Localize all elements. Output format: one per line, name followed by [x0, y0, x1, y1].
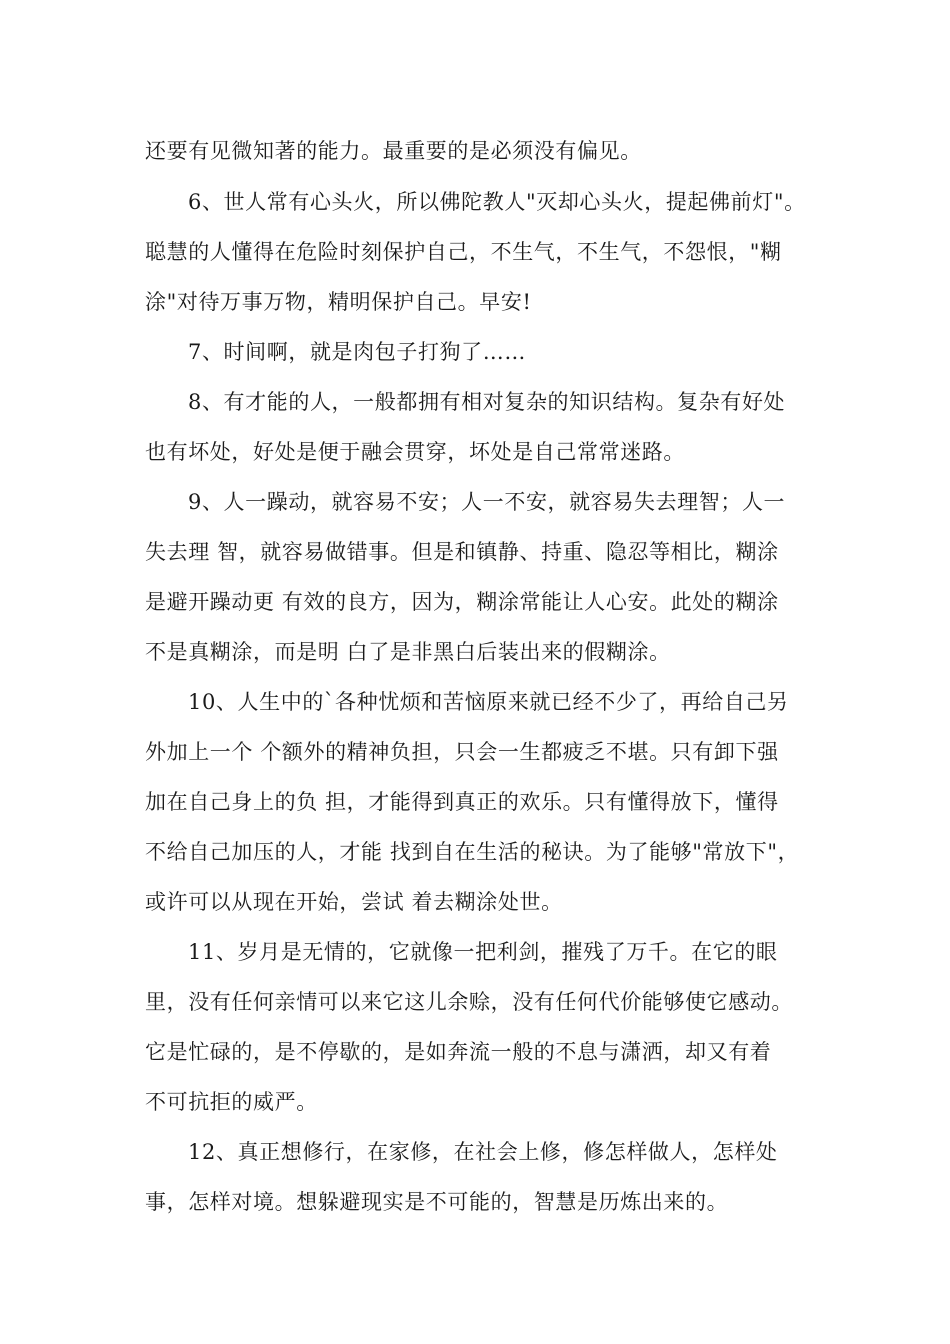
text-line: 也有坏处，好处是便于融会贯穿，坏处是自己常常迷路。 — [145, 440, 685, 464]
text-line: 不是真糊涂，而是明 白了是非黑白后装出来的假糊涂。 — [145, 640, 671, 664]
text-line: 里，没有任何亲情可以来它这儿余赊，没有任何代价能够使它感动。 — [145, 990, 793, 1014]
text-line: 不可抗拒的威严。 — [145, 1090, 318, 1114]
text-line: 8、有才能的人，一般都拥有相对复杂的知识结构。复杂有好处 — [188, 390, 786, 414]
text-line: 是避开躁动更 有效的良方，因为，糊涂常能让人心安。此处的糊涂 — [145, 590, 779, 614]
text-line: 涂"对待万事万物，精明保护自己。早安! — [145, 290, 532, 314]
text-line: 加在自己身上的负 担，才能得到真正的欢乐。只有懂得放下，懂得 — [145, 790, 779, 814]
text-line: 10、人生中的`各种忧烦和苦恼原来就已经不少了，再给自己另 — [188, 690, 789, 714]
text-line: 7、时间啊，就是肉包子打狗了…… — [188, 340, 526, 364]
text-line: 它是忙碌的，是不停歇的，是如奔流一般的不息与潇洒，却又有着 — [145, 1040, 772, 1064]
text-line: 失去理 智，就容易做错事。但是和镇静、持重、隐忍等相比，糊涂 — [145, 540, 779, 564]
text-line: 12、真正想修行，在家修，在社会上修，修怎样做人，怎样处 — [188, 1140, 778, 1164]
text-line: 6、世人常有心头火，所以佛陀教人"灭却心头火，提起佛前灯"。 — [188, 190, 806, 214]
text-line: 事，怎样对境。想躲避现实是不可能的，智慧是历炼出来的。 — [145, 1190, 729, 1214]
text-line: 不给自己加压的人，才能 找到自在生活的秘诀。为了能够"常放下"， — [145, 840, 800, 864]
text-line: 还要有见微知著的能力。最重要的是必须没有偏见。 — [145, 139, 642, 163]
text-line: 外加上一个 个额外的精神负担，只会一生都疲乏不堪。只有卸下强 — [145, 740, 779, 764]
text-line: 聪慧的人懂得在危险时刻保护自己，不生气，不生气，不怨恨，"糊 — [145, 240, 782, 264]
text-line: 11、岁月是无情的，它就像一把利剑，摧残了万千。在它的眼 — [188, 940, 778, 964]
text-line: 或许可以从现在开始，尝试 着去糊涂处世。 — [145, 890, 563, 914]
text-line: 9、人一躁动，就容易不安；人一不安，就容易失去理智；人一 — [188, 490, 786, 514]
